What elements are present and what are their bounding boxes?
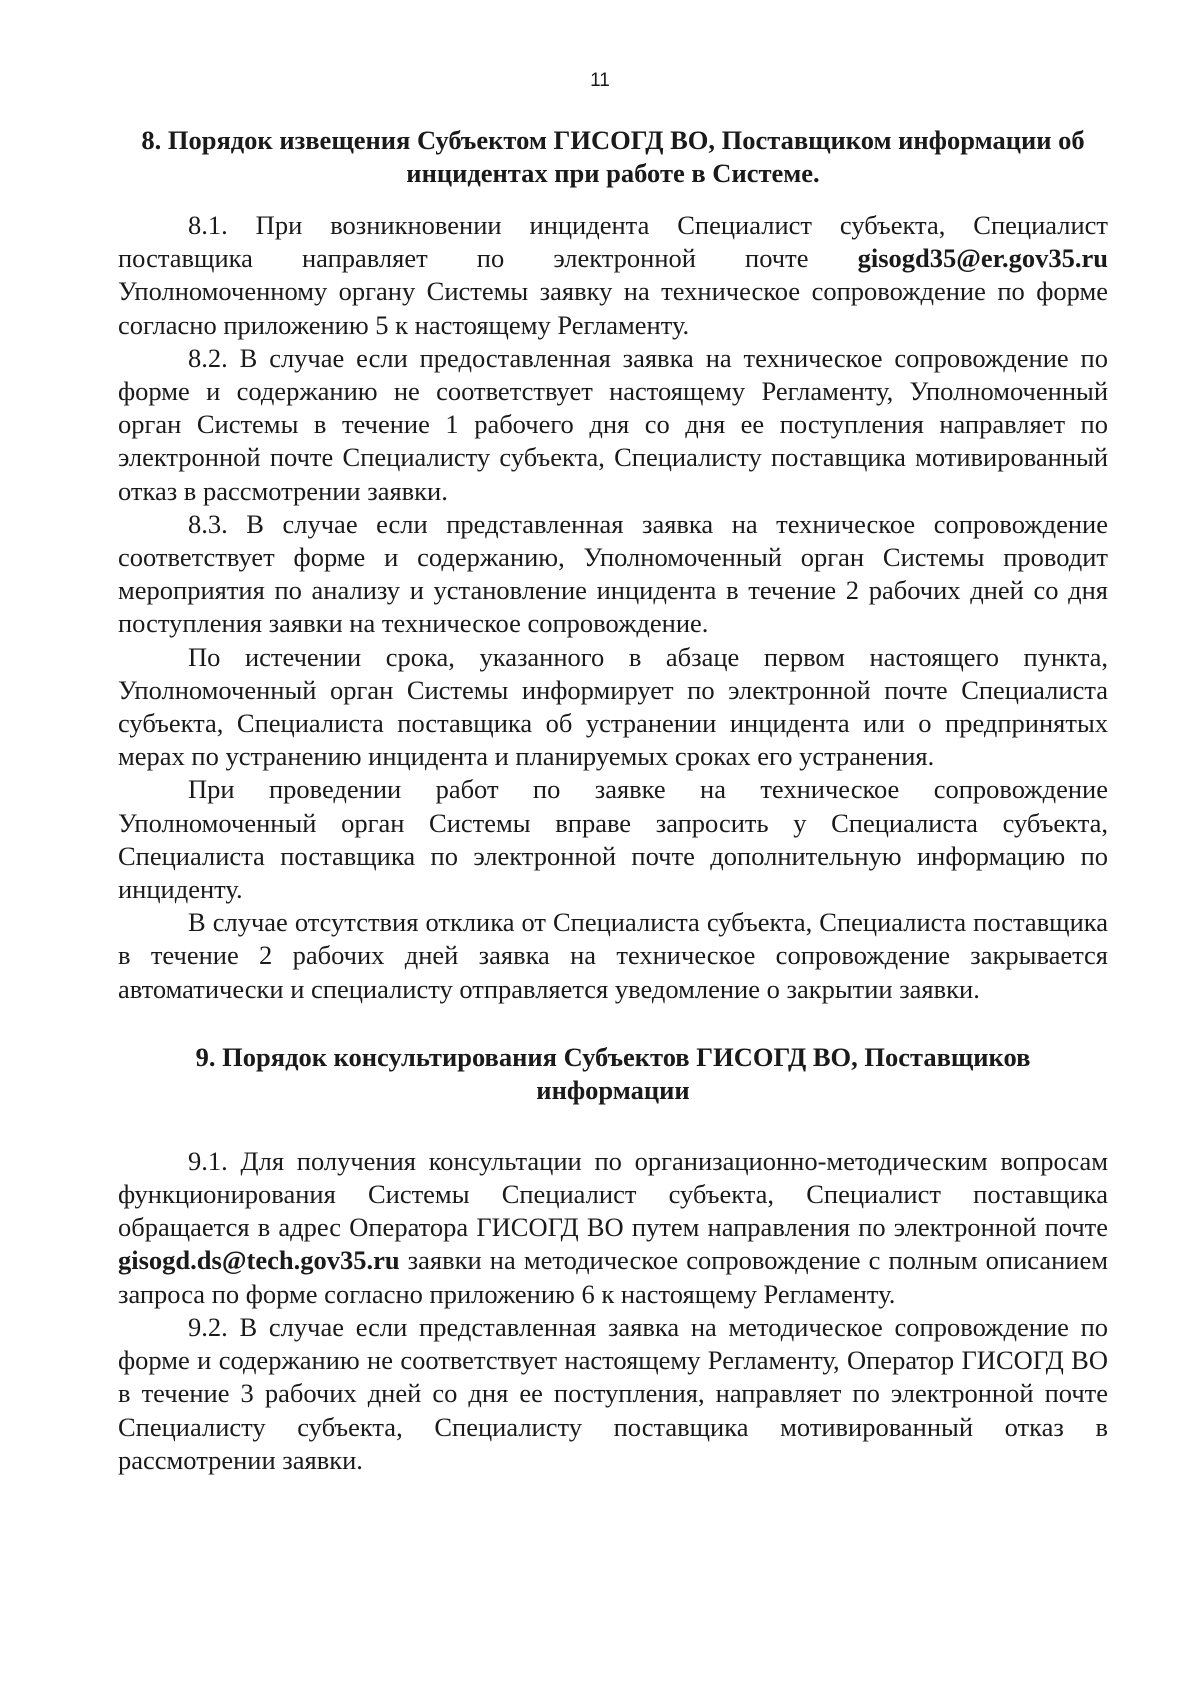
email-link-gisogd-ds[interactable]: gisogd.ds@tech.gov35.ru	[118, 1245, 400, 1276]
document-body	[118, 124, 1108, 1477]
paragraph-9-1	[118, 1145, 1108, 1311]
paragraph-8-1-text-after: Уполномоченному органу Системы заявку на техническое сопровождение по форме согласно приложению 5 к настоящему Регламенту.	[118, 276, 1108, 340]
paragraph-8-1-text-before: 8.1. При возникновении инцидента Специалист субъекта, Специалист поставщика направляет по электронной почте	[118, 210, 1108, 274]
page-number: 11	[590, 70, 610, 91]
paragraph-8-3-no-response: В случае отсутствия отклика от Специалиста субъекта, Специалиста поставщика в течение 2 рабочих дней заявка на техническое сопровождение закрывается автоматически и специалисту отправляется уведомление о закрытии заявки.	[118, 907, 1108, 1004]
email-link-gisogd35[interactable]: gisogd35@er.gov35.ru	[857, 243, 1108, 274]
paragraph-9-1-text-before: 9.1. Для получения консультации по организационно-методическим вопросам функционирования Системы Специалист субъекта, Специалист поставщика обращается в адрес Оператора ГИСОГД ВО путем направления по электронной почте	[118, 1145, 1108, 1243]
paragraph-8-3-expiry: По истечении срока, указанного в абзаце первом настоящего пункта, Уполномоченный орган Системы информирует по электронной почте Специалиста субъекта, Специалиста поставщика об устранении инцидента или о предпринятых мерах по устранению инцидента и планируемых сроках его устранения.	[118, 641, 1108, 772]
paragraph-8-3-request-info: При проведении работ по заявке на техническое сопровождение Уполномоченный орган Системы вправе запросить у Специалиста субъекта, Специалиста поставщика по электронной почте дополнительную информацию по инциденту.	[118, 774, 1108, 905]
paragraph-8-3: 8.3. В случае если представленная заявка на техническое сопровождение соответствует форме и содержанию, Уполномоченный орган Системы проводит мероприятия по анализу и установление инцидента в течение 2 рабочих дней со дня поступления заявки на техническое сопровождение.	[118, 508, 1108, 639]
paragraph-8-1	[118, 209, 1108, 342]
paragraph-9-1-text-after: заявки на методическое сопровождение с полным описанием запроса по форме согласно приложению 6 к настоящему Регламенту.	[118, 1245, 1108, 1309]
paragraph-8-2: 8.2. В случае если предоставленная заявка на техническое сопровождение по форме и содержанию не соответствует настоящему Регламенту, Уполномоченный орган Системы в течение 1 рабочего дня со дня ее поступления направляет по электронной почте Специалисту субъекта, Специалисту поставщика мотивированный отказ в рассмотрении заявки.	[118, 342, 1108, 506]
section-9-heading: 9. Порядок консультирования Субъектов ГИСОГД ВО, Поставщиков информации	[195, 1041, 1031, 1105]
section-8-heading: 8. Порядок извещения Субъектом ГИСОГД ВО, Поставщиком информации об инцидентах при работе в Системе.	[141, 125, 1085, 188]
paragraph-9-2: 9.2. В случае если представленная заявка на методическое сопровождение по форме и содержанию не соответствует настоящему Регламенту, Оператор ГИСОГД ВО в течение 3 рабочих дней со дня ее поступления, направляет по электронной почте Специалисту субъекта, Специалисту поставщика мотивированный отказ в рассмотрении заявки.	[118, 1311, 1108, 1475]
